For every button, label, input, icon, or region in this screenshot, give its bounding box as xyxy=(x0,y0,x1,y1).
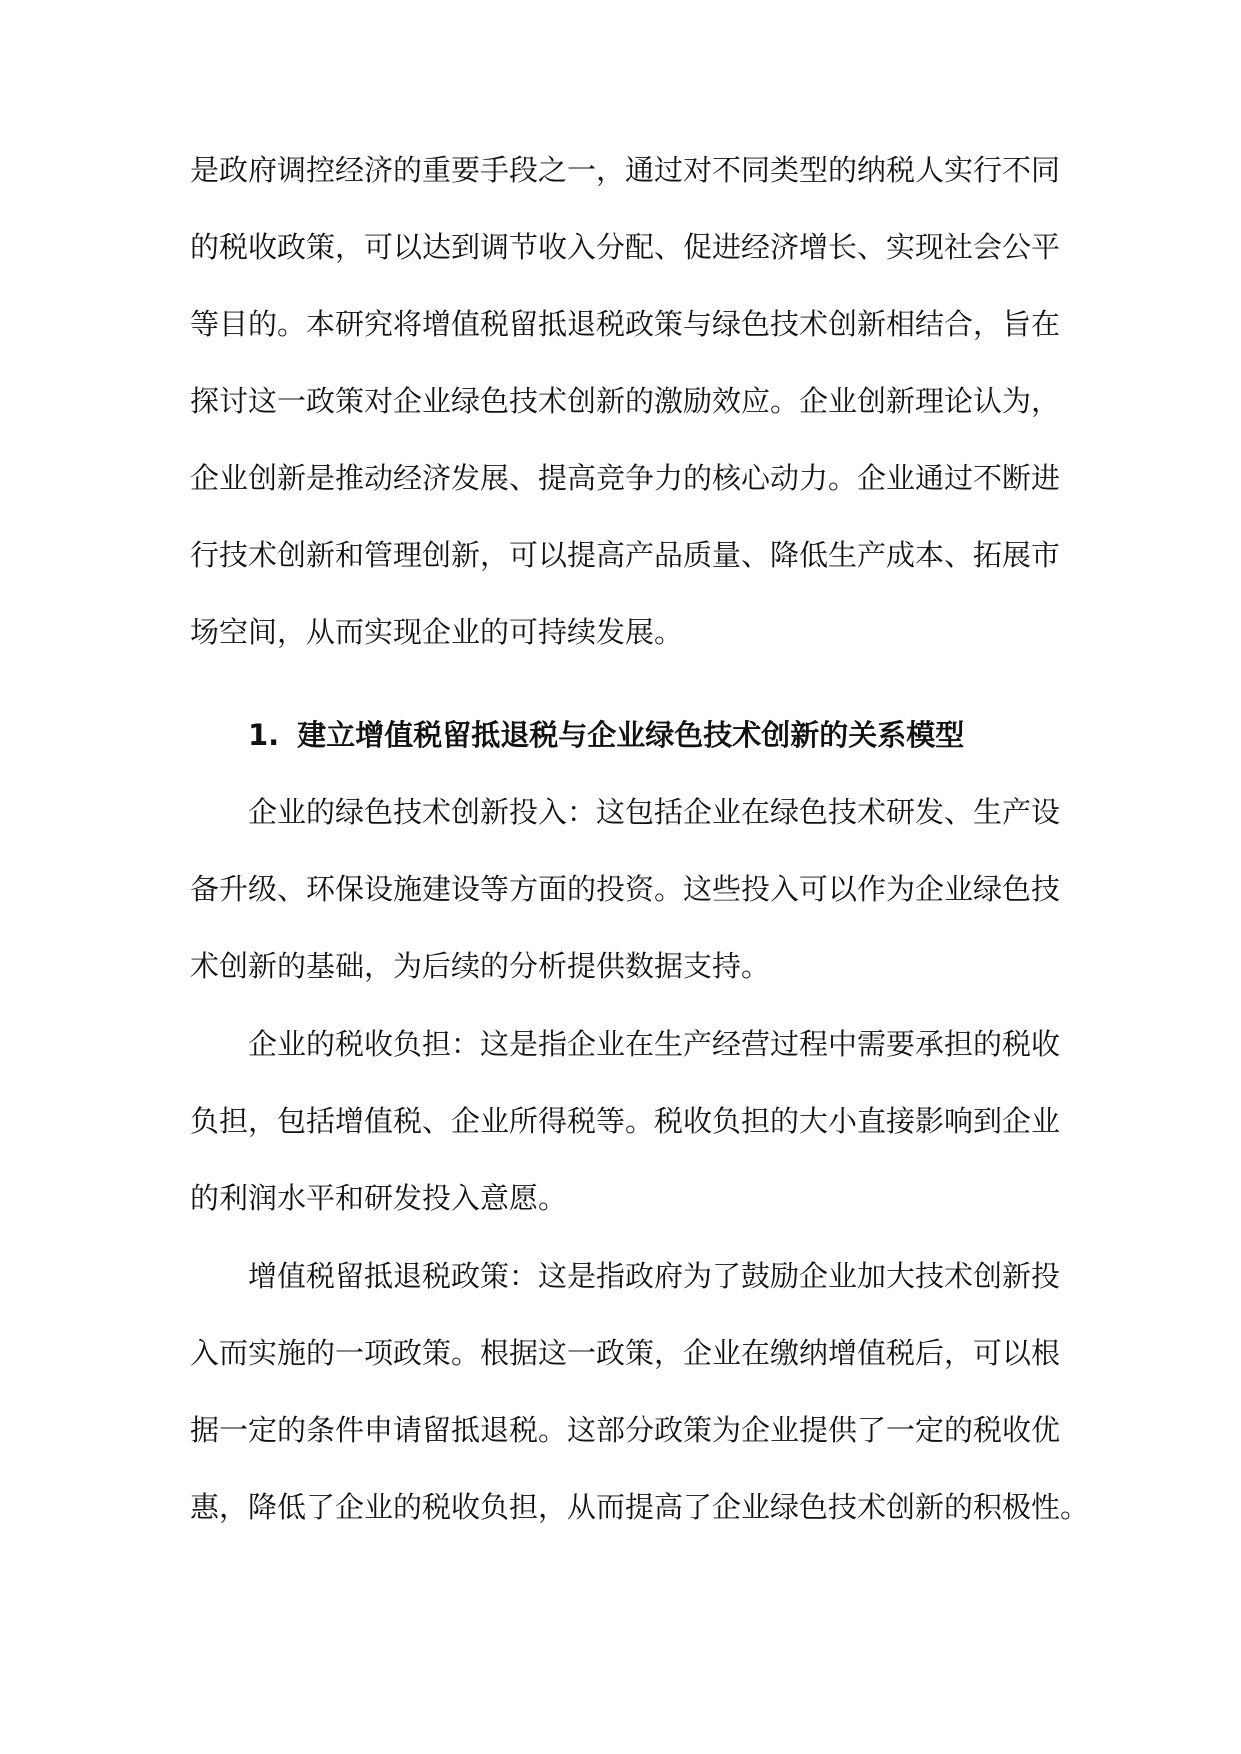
paragraph-line: 入而实施的一项政策。根据这一政策，企业在缴纳增值税后，可以根 xyxy=(190,1336,1061,1370)
paragraph-2 xyxy=(190,774,1060,1005)
paragraph-line: 等目的。本研究将增值税留抵退税政策与绿色技术创新相结合，旨在 xyxy=(190,307,1061,341)
paragraph-line: 企业的税收负担：这是指企业在生产经营过程中需要承担的税收 xyxy=(248,1027,1061,1061)
paragraph-4 xyxy=(190,1238,1090,1546)
paragraph-line: 备升级、环保设施建设等方面的投资。这些投入可以作为企业绿色技 xyxy=(190,872,1061,906)
paragraph-1 xyxy=(190,132,1060,671)
paragraph-line: 负担，包括增值税、企业所得税等。税收负担的大小直接影响到企业 xyxy=(190,1104,1061,1138)
section-title: 建立增值税留抵退税与企业绿色技术创新的关系模型 xyxy=(297,718,965,752)
paragraph-3 xyxy=(190,1006,1060,1237)
paragraph-line: 术创新的基础，为后续的分析提供数据支持。 xyxy=(190,949,771,983)
section-number: 1. xyxy=(248,718,280,752)
paragraph-line: 增值税留抵退税政策：这是指政府为了鼓励企业加大技术创新投 xyxy=(248,1259,1061,1293)
section-heading xyxy=(248,697,964,774)
paragraph-line: 行技术创新和管理创新，可以提高产品质量、降低生产成本、拓展市 xyxy=(190,538,1061,572)
paragraph-line: 是政府调控经济的重要手段之一，通过对不同类型的纳税人实行不同 xyxy=(190,153,1061,187)
paragraph-line: 的利润水平和研发投入意愿。 xyxy=(190,1181,568,1215)
paragraph-line: 惠，降低了企业的税收负担，从而提高了企业绿色技术创新的积极性。 xyxy=(190,1490,1090,1524)
paragraph-line: 据一定的条件申请留抵退税。这部分政策为企业提供了一定的税收优 xyxy=(190,1413,1061,1447)
paragraph-line: 的税收政策，可以达到调节收入分配、促进经济增长、实现社会公平 xyxy=(190,230,1061,264)
paragraph-line: 企业的绿色技术创新投入：这包括企业在绿色技术研发、生产设 xyxy=(248,795,1061,829)
paragraph-line: 探讨这一政策对企业绿色技术创新的激励效应。企业创新理论认为， xyxy=(190,384,1061,418)
paragraph-line: 场空间，从而实现企业的可持续发展。 xyxy=(190,615,684,649)
paragraph-line: 企业创新是推动经济发展、提高竞争力的核心动力。企业通过不断进 xyxy=(190,461,1061,495)
